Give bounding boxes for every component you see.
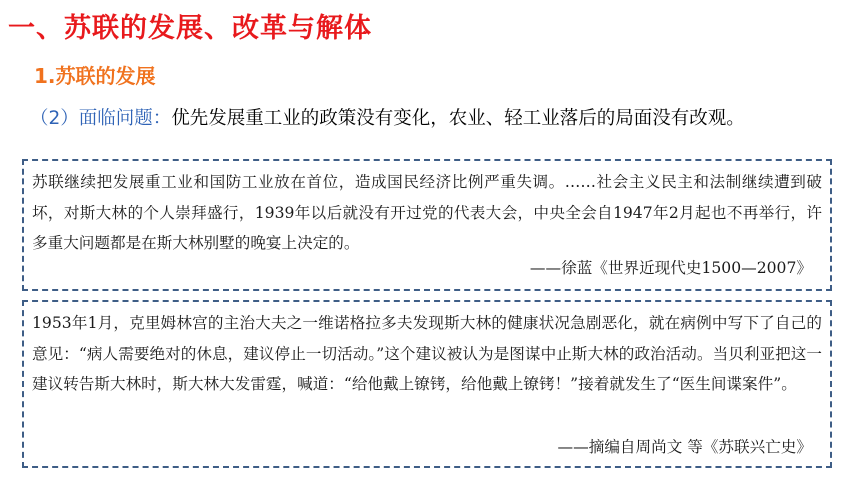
quote-text-2: 1953年1月，克里姆林宫的主治大夫之一维诺格拉多夫发现斯大林的健康状况急剧恶化，就在病例中写下了自己的意见：“病人需要绝对的休息，建议停止一切活动。”这个建议被认为是图谋中止斯大林的政治活动。当贝利亚把这一建议转告斯大林时，斯大林大发雷霆，喊道：“给他戴上镣铐，给他戴上镣铐！”接着就发生了“医生间谍案件”。 (32, 314, 822, 393)
quote-box-2 (22, 300, 832, 468)
section-title: 一、苏联的发展、改革与解体 (8, 13, 372, 44)
quote-box-1 (22, 159, 832, 291)
issue-statement (30, 104, 858, 130)
quote-source-1: ——徐蓝《世界近现代史1500—2007》 (529, 258, 812, 277)
issue-label: （2）面临问题： (30, 108, 172, 129)
quote-source-2: ——摘编自周尚文 等《苏联兴亡史》 (557, 437, 812, 456)
issue-text: 优先发展重工业的政策没有变化，农业、轻工业落后的局面没有改观。 (171, 108, 745, 129)
subsection-title: 1.苏联的发展 (34, 64, 156, 88)
quote-text-1: 苏联继续把发展重工业和国防工业放在首位，造成国民经济比例严重失调。……社会主义民主和法制继续遭到破坏，对斯大林的个人崇拜盛行，1939年以后就没有开过党的代表大会，中央全会自1947年2月起也不再举行，许多重大问题都是在斯大林别墅的晚宴上决定的。 (32, 173, 822, 252)
